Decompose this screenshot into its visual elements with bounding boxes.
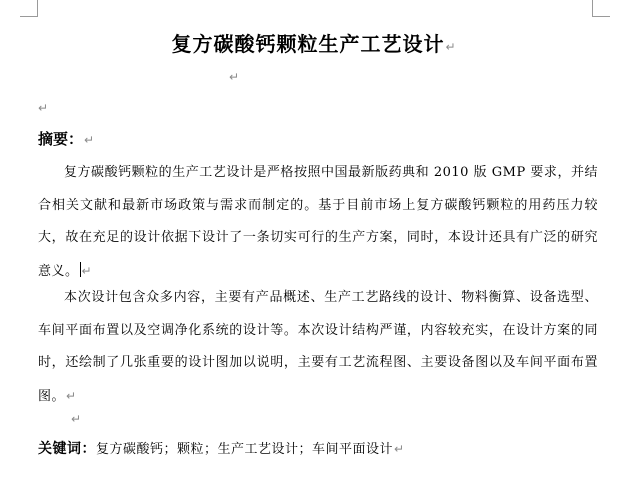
paragraph-mark-icon: ↵ — [81, 263, 93, 278]
page-corner-mark-right-horizontal — [592, 16, 610, 17]
keywords-line[interactable] — [38, 438, 405, 458]
paragraph-mark-icon: ↵ — [66, 388, 77, 403]
page-corner-mark-left-vertical — [37, 0, 38, 16]
paragraph-mark-icon: ↵ — [445, 40, 457, 54]
document-title-text[interactable]: 复方碳酸钙颗粒生产工艺设计 — [171, 32, 445, 56]
abstract-heading[interactable] — [38, 128, 94, 149]
page-corner-mark-right-vertical — [592, 0, 593, 16]
paragraph-mark-icon: ↵ — [71, 412, 82, 426]
paragraph-mark-icon: ↵ — [394, 442, 405, 456]
keywords-text[interactable]: 复方碳酸钙；颗粒；生产工艺设计；车间平面设计 — [96, 442, 394, 457]
abstract-paragraph-text[interactable]: 本次设计包含众多内容，主要有产品概述、生产工艺路线的设计、物料衡算、设备选型、车间平面布置以及空调净化系统的设计等。本次设计结构严谨，内容较充实，在设计方案的同时，还绘制了几张重要的设计图加以说明，主要有工艺流程图、主要设备图以及车间平面布置图。 — [38, 290, 598, 404]
document-title[interactable] — [0, 28, 628, 57]
abstract-paragraph-1[interactable] — [38, 157, 598, 288]
abstract-paragraph-text[interactable]: 复方碳酸钙颗粒的生产工艺设计是严格按照中国最新版药典和 2010 版 GMP 要求，并结合相关文献和最新市场政策与需求而制定的。基于目前市场上复方碳酸钙颗粒的用药压力较大，故在充足的设计依据下设计了一条切实可行的生产方案，同时，本设计还具有广泛的研究意义。 — [38, 165, 598, 279]
paragraph-mark-icon: ↵ — [38, 101, 49, 115]
abstract-label[interactable]: 摘要： — [38, 130, 84, 148]
paragraph-mark-icon: ↵ — [84, 133, 95, 147]
page-corner-mark-left-horizontal — [20, 16, 38, 17]
abstract-paragraph-2[interactable] — [38, 282, 598, 413]
paragraph-mark-icon: ↵ — [229, 70, 240, 84]
text-cursor — [80, 262, 81, 277]
keywords-label[interactable]: 关键词： — [38, 441, 96, 457]
